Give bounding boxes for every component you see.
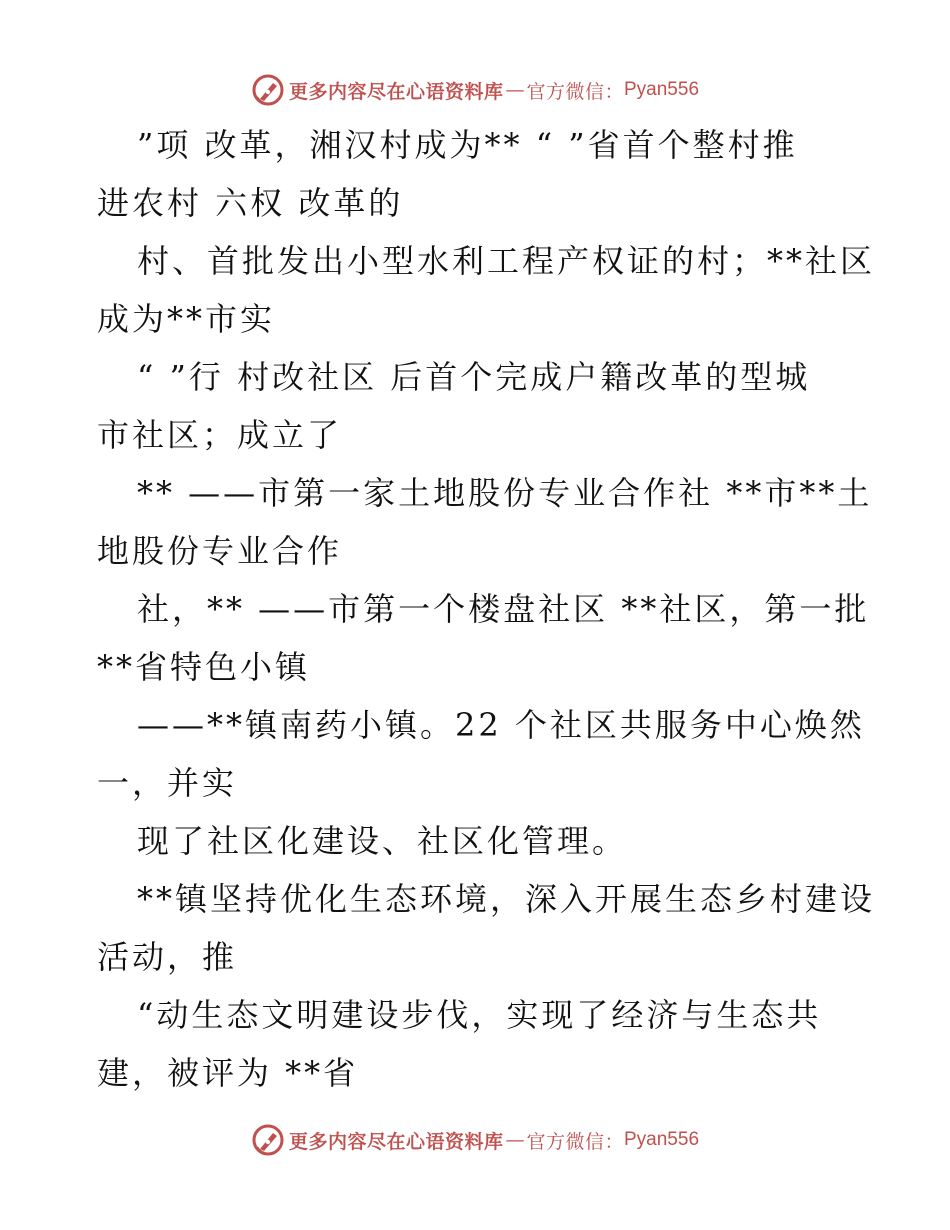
body-line-3: 村、首批发出小型水利工程产权证的村；**社区 [137,242,876,280]
body-line-7: ** ——市第一家土地股份专业合作社 **市**土 [137,474,873,512]
watermark-brand: 更多内容尽在心语资料库 [288,1130,504,1153]
watermark-contact-label: 官方微信： [526,80,624,103]
body-line-8: 地股份专业合作 [97,532,343,570]
pen-nib-seal-icon [251,1123,285,1157]
body-line-6: 市社区；成立了 [97,416,343,454]
body-line-2: 进农村 六权 改革的 [97,184,404,222]
watermark-contact-label: 官方微信： [526,1130,624,1153]
body-line-17: 建，被评为 **省 [97,1054,359,1092]
body-line-9: 社，** ——市第一个楼盘社区 **社区，第一批 [137,590,870,628]
body-line-16: “动生态文明建设步伐，实现了经济与生态共 [137,996,822,1034]
watermark-separator: — [505,79,525,101]
watermark-contact-id: Pyan556 [624,79,700,100]
watermark-brand: 更多内容尽在心语资料库 [288,80,504,103]
pen-nib-seal-icon [251,73,285,107]
header-watermark [0,70,950,110]
body-line-4: 成为**市实 [97,300,276,338]
body-line-13: 现了社区化建设、社区化管理。 [137,822,628,860]
body-line-14: **镇坚持优化生态环境，深入开展生态乡村建设 [137,880,876,918]
footer-watermark [0,1120,950,1160]
body-line-15: 活动，推 [97,938,238,976]
body-line-1: ”项 改革，湘汉村成为** “ ”省首个整村推 [137,126,798,164]
body-line-11: ——**镇南药小镇。22 个社区共服务中心焕然 [137,706,865,744]
body-line-12: 一，并实 [97,764,238,802]
document-body [97,116,876,1102]
watermark-contact-id: Pyan556 [624,1129,700,1150]
watermark-separator: — [505,1129,525,1151]
body-line-10: **省特色小镇 [97,648,311,686]
body-line-5: “ ”行 村改社区 后首个完成户籍改革的型城 [137,358,811,396]
